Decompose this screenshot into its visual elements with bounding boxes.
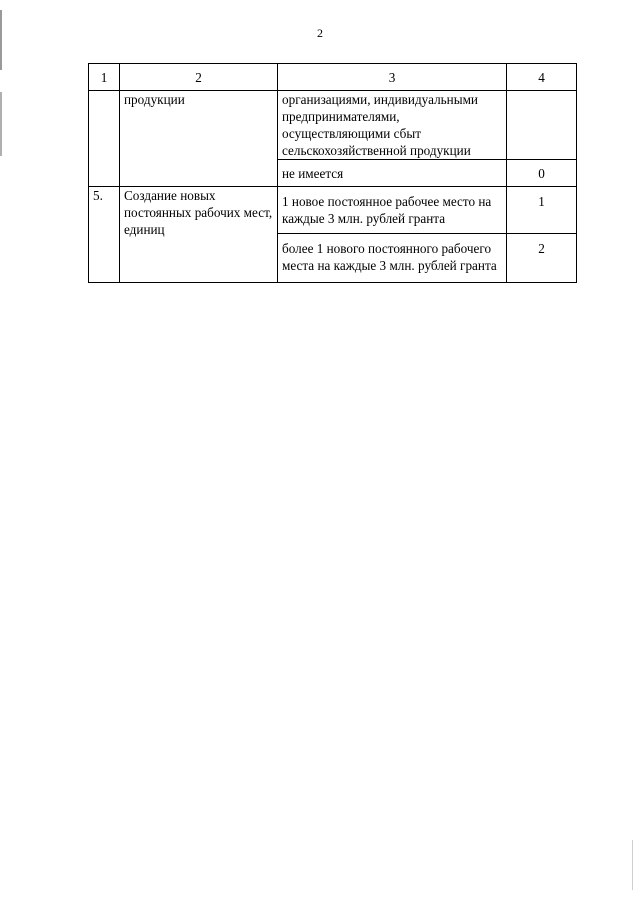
header-cell-2: 2 xyxy=(120,64,278,91)
criterion-cell-continued: продукции xyxy=(120,91,278,187)
score-cell-none: 0 xyxy=(507,160,577,187)
criterion-cell-5: Создание новых постоянных рабочих мест, единиц xyxy=(120,187,278,283)
table-row-continued xyxy=(89,91,577,160)
header-cell-3: 3 xyxy=(278,64,507,91)
score-cell-continued xyxy=(507,91,577,160)
header-cell-4: 4 xyxy=(507,64,577,91)
option-cell-none: не имеется xyxy=(278,160,507,187)
option-cell-continued: организациями, индивидуальными предпринимателями, осуществляющими сбыт сельскохозяйственной продукции xyxy=(278,91,507,160)
scan-edge-mark-bottom xyxy=(632,840,633,890)
criteria-table xyxy=(88,63,577,283)
option-cell-5-2: более 1 нового постоянного рабочего места на каждые 3 млн. рублей гранта xyxy=(278,234,507,283)
score-cell-5-2: 2 xyxy=(507,234,577,283)
number-cell-continued xyxy=(89,91,120,187)
table-row-5-option-1 xyxy=(89,187,577,234)
option-cell-5-1: 1 новое постоянное рабочее место на каждые 3 млн. рублей гранта xyxy=(278,187,507,234)
page-number: 2 xyxy=(317,26,323,40)
score-cell-5-1: 1 xyxy=(507,187,577,234)
number-cell-5: 5. xyxy=(89,187,120,283)
table-header-row xyxy=(89,64,577,91)
header-cell-1: 1 xyxy=(89,64,120,91)
scan-edge-mark-middle xyxy=(0,92,2,156)
